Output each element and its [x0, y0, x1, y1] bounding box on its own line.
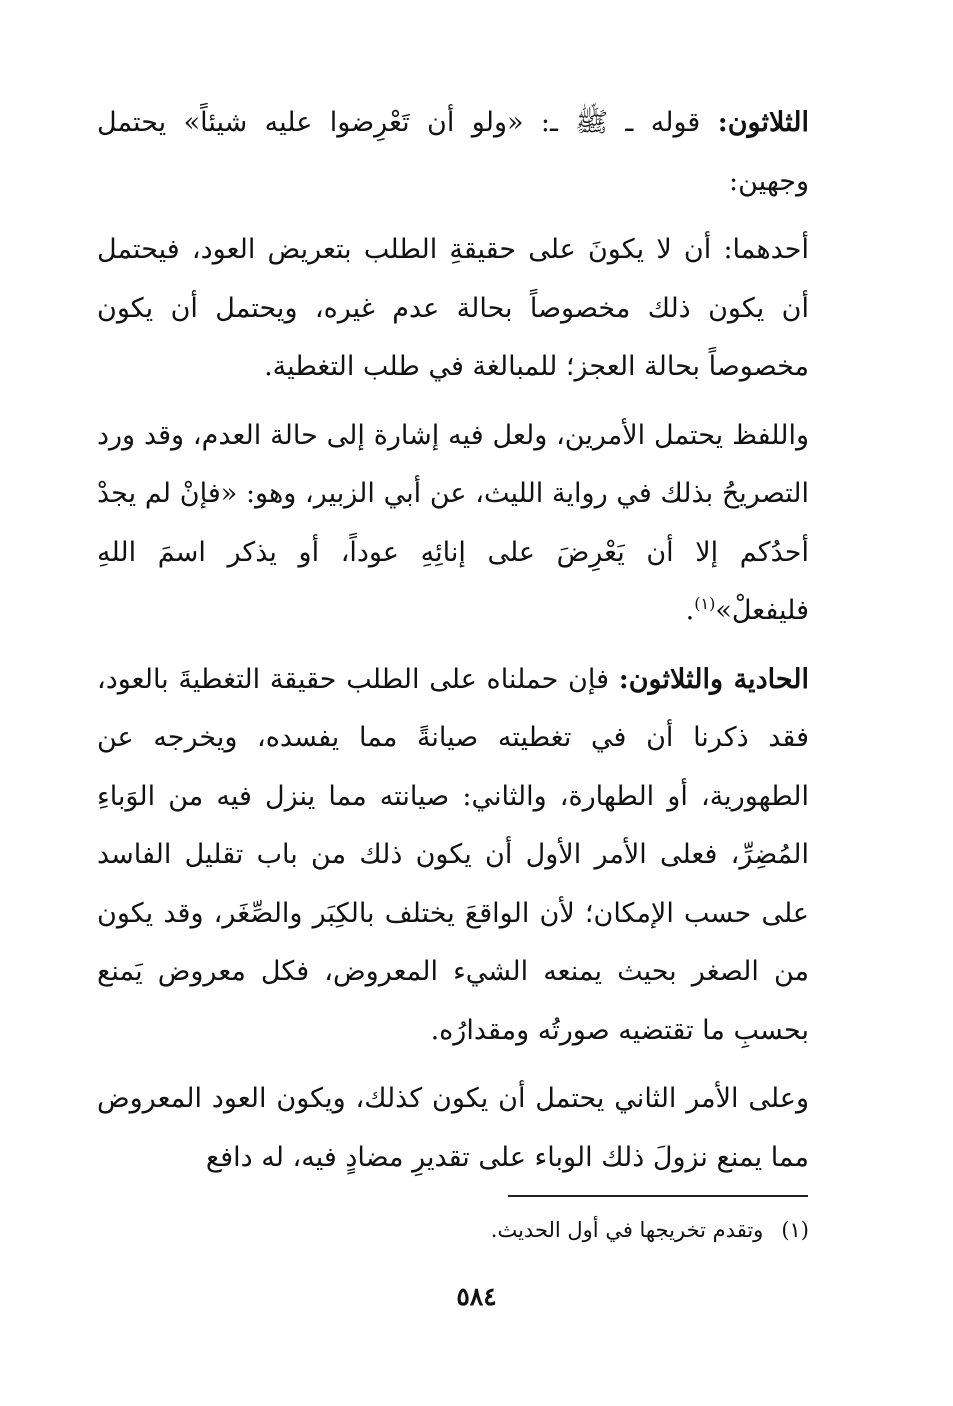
footnote-separator: [508, 1195, 808, 1197]
paragraph-text: واللفظ يحتمل الأمرين، ولعل فيه إشارة إلى حالة العدم، وقد ورد التصريحُ بذلك في رواية الليث، عن أبي الزبير، وهو: «فإنْ لم يجدْ أحدُكم إلا أن يَعْرِضَ على إنائِهِ عوداً، أو يذكر اسمَ اللهِ فليفعلْ»: [97, 419, 809, 626]
paragraph-end: .: [685, 595, 695, 626]
paragraph-heading: الثلاثون:: [717, 107, 809, 138]
paragraph-text: قوله ـ ﷺ ـ: «ولو أن تَعْرِضوا عليه شيئاً» يحتمل وجهين:: [97, 107, 809, 197]
paragraph-first-aspect: [97, 221, 809, 397]
paragraph-text: أحدهما: أن لا يكونَ على حقيقةِ الطلب بتعريض العود، فيحتمل أن يكون ذلك مخصوصاً بحالة عدم غيره، ويحتمل أن يكون مخصوصاً بحالة العجز؛ للمبالغة في طلب التغطية.: [97, 234, 809, 382]
paragraph-thirtieth: [97, 94, 809, 211]
footnote-reference[interactable]: (١): [694, 594, 716, 613]
document-body: [97, 94, 809, 1187]
paragraph-second-matter: [97, 1070, 809, 1187]
page-number: ٥٨٤: [456, 1282, 497, 1311]
paragraph-text: وعلى الأمر الثاني يحتمل أن يكون كذلك، ويكون العود المعروض مما يمنع نزولَ ذلك الوباء على تقديرِ مضادٍ فيه، له دافع: [97, 1083, 809, 1173]
paragraph-heading: الحادية والثلاثون:: [618, 663, 809, 695]
paragraph-text: فإن حملناه على الطلب حقيقة التغطيةَ بالعود، فقد ذكرنا أن في تغطيته صيانةً مما يفسده، ويخرجه عن الطهورية، أو الطهارة، والثاني: صيانته مما ينزل فيه من الوَباءِ المُضِرِّ، فعلى الأمر الأول أن يكون ذلك من باب تقليل الفاسد على حسب الإمكان؛ لأن الواقعَ يختلف بالكِبَر والصِّغَر، وقد يكون من الصغر بحيث يمنعه الشيء المعروض، فكل معروض يَمنع بحسبِ ما تقتضيه صورتُه ومقدارُه.: [97, 663, 809, 1046]
footnote-number: (١): [781, 1218, 809, 1242]
paragraph-wording: [97, 407, 809, 641]
paragraph-thirty-first: [97, 651, 809, 1061]
footnote: [491, 1214, 809, 1246]
footnote-text: وتقدم تخريجها في أول الحديث.: [490, 1218, 764, 1242]
